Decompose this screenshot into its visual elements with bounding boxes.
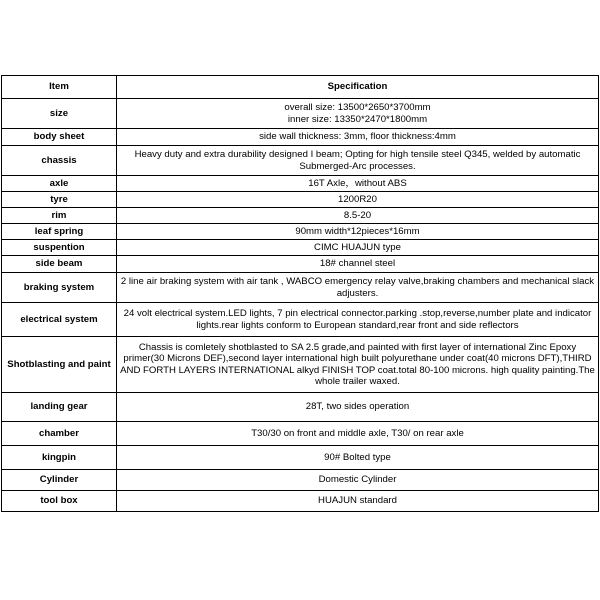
spec-cell: 16T Axle，without ABS — [117, 176, 599, 192]
spec-cell: 90mm width*12pieces*16mm — [117, 224, 599, 240]
spec-cell: side wall thickness: 3mm, floor thickness:4mm — [117, 129, 599, 146]
table-row — [2, 337, 599, 393]
spec-cell: Domestic Cylinder — [117, 470, 599, 491]
table-row — [2, 224, 599, 240]
item-cell: leaf spring — [2, 224, 117, 240]
item-column-header: Item — [2, 76, 117, 99]
item-cell: size — [2, 99, 117, 129]
table-row — [2, 491, 599, 512]
item-cell: Shotblasting and paint — [2, 337, 117, 393]
table-row — [2, 393, 599, 422]
item-cell: landing gear — [2, 393, 117, 422]
table-row — [2, 99, 599, 129]
spec-line: overall size: 13500*2650*3700mm — [284, 102, 431, 114]
item-cell: electrical system — [2, 303, 117, 337]
spec-cell: CIMC HUAJUN type — [117, 240, 599, 256]
spec-cell: 1200R20 — [117, 192, 599, 208]
item-cell: rim — [2, 208, 117, 224]
specification-column-header: Specification — [117, 76, 599, 99]
spec-cell: 28T, two sides operation — [117, 393, 599, 422]
item-cell: Cylinder — [2, 470, 117, 491]
table-row — [2, 240, 599, 256]
table-row — [2, 273, 599, 303]
table-row — [2, 146, 599, 176]
specification-table — [1, 75, 599, 512]
item-cell: tool box — [2, 491, 117, 512]
spec-cell: Heavy duty and extra durability designed I beam; Opting for high tensile steel Q345, welded by automatic Submerged-Arc processes. — [117, 146, 599, 176]
item-cell: chamber — [2, 422, 117, 446]
spec-cell: HUAJUN standard — [117, 491, 599, 512]
table-row — [2, 176, 599, 192]
table-row — [2, 192, 599, 208]
spec-cell: T30/30 on front and middle axle, T30/ on rear axle — [117, 422, 599, 446]
table-row — [2, 256, 599, 273]
spec-cell: Chassis is comletely shotblasted to SA 2.5 grade,and painted with first layer of international Zinc Epoxy primer(30 Microns DEF),second layer international high built polyurethane under coat(40 microns DFT),THIRD AND FORTH LAYERS INTERNATIONAL alkyd FINISH TOP coat.total 80-100 microns. high quality painting.The whole trailer waxed. — [117, 337, 599, 393]
table-row — [2, 446, 599, 470]
spec-cell: 18# channel steel — [117, 256, 599, 273]
item-cell: kingpin — [2, 446, 117, 470]
table-row — [2, 303, 599, 337]
item-cell: suspention — [2, 240, 117, 256]
item-cell: tyre — [2, 192, 117, 208]
table-row — [2, 470, 599, 491]
spec-cell: 90# Bolted type — [117, 446, 599, 470]
item-cell: braking system — [2, 273, 117, 303]
spec-cell: 2 line air braking system with air tank , WABCO emergency relay valve,braking chambers and mechanical slack adjusters. — [117, 273, 599, 303]
table-row — [2, 129, 599, 146]
table-row — [2, 208, 599, 224]
spec-cell: 24 volt electrical system.LED lights, 7 pin electrical connector.parking .stop,reverse,number plate and indicator lights.rear lights conform to European standard,rear front and side reflectors — [117, 303, 599, 337]
table-row — [2, 422, 599, 446]
table-header-row — [2, 76, 599, 99]
item-cell: body sheet — [2, 129, 117, 146]
item-cell: chassis — [2, 146, 117, 176]
spec-line: inner size: 13350*2470*1800mm — [287, 113, 428, 125]
spec-cell: 8.5-20 — [117, 208, 599, 224]
item-cell: side beam — [2, 256, 117, 273]
item-cell: axle — [2, 176, 117, 192]
spec-cell — [117, 99, 599, 129]
